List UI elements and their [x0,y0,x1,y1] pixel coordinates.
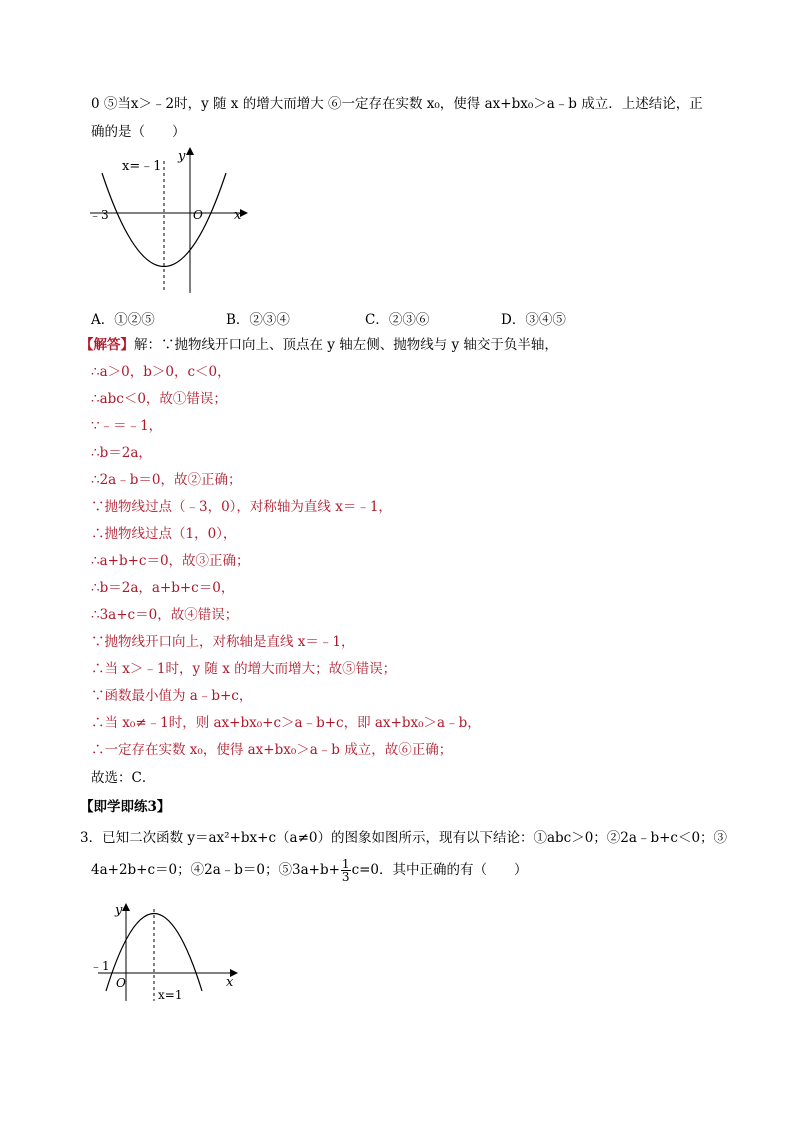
option-b: B．②③④ [226,312,290,328]
x-axis-label: x [226,975,234,990]
solution-line: ∴当 x＞﹣1时，y 随 x 的增大而增大；故⑤错误； [91,661,397,677]
option-a: A．①②⑤ [91,312,155,328]
x-axis-label: x [234,208,242,223]
x-intercept-label: ﹣3 [89,208,109,222]
solution-line: ∴3a+c＝0，故④错误； [91,607,239,623]
y-intercept-label: ﹣1 [90,959,110,973]
solution-line: ∴抛物线过点（1，0）， [91,526,237,542]
solution-line: ∵﹣＝﹣1， [91,418,163,434]
solution-final: 故选：C． [91,770,156,786]
question-text-line: 0 ⑤当x＞﹣2时，y 随 x 的增大而增大 ⑥一定存在实数 x₀，使得 ax+bx₀＞a﹣b 成立．上述结论，正 [91,96,703,112]
section-title: 【即学即练3】 [80,799,171,815]
question-3-line-1: 3．已知二次函数 y＝ax²+bx+c（a≠0）的图象如图所示，现有以下结论：①abc＞0；②2a﹣b+c＜0；③ [80,830,728,846]
solution-line: ∵抛物线过点（﹣3，0），对称轴为直线 x＝﹣1， [91,499,392,515]
solution-line: ∴b＝2a，a+b+c＝0， [91,580,235,596]
symmetry-axis-label: x=﹣1 [122,159,162,174]
solution-line: ∵抛物线开口向上，对称轴是直线 x＝﹣1， [91,634,355,650]
option-c: C．②③⑥ [365,312,430,328]
solution-line: ∴2a﹣b＝0，故②正确； [91,472,242,488]
solution-line: ∴a＞0，b＞0，c＜0， [91,364,231,380]
symmetry-axis-label: x=1 [158,988,183,1002]
y-axis-label: y [178,149,186,164]
fraction: $\frac{1}{3}$ [341,857,350,884]
solution-line-0: 【解答】解：∵抛物线开口向上、顶点在 y 轴左侧、抛物线与 y 轴交于负半轴， [80,337,558,353]
solution-line: ∴b＝2a， [91,445,152,461]
y-axis-label: y [115,903,123,918]
question-3-line-2: 4a+2b+c＝0；④2a﹣b＝0；⑤3a+b+ $\frac{1}{3}$ c=0．其中正确的有（ ） [91,857,528,884]
option-d: D．③④⑤ [501,312,566,328]
solution-line: ∴一定存在实数 x₀，使得 ax+bx₀＞a﹣b 成立，故⑥正确； [91,742,453,758]
solution-line: ∴abc＜0，故①错误； [91,391,227,407]
solution-tag: 【解答】 [80,337,134,353]
origin-label: O [193,208,203,222]
solution-line: ∴a+b+c＝0，故③正确； [91,553,250,569]
solution-line: ∵函数最小值为 a﹣b+c， [91,688,253,704]
question-text-line: 确的是（ ） [91,124,186,140]
parabola-graph-2 [88,893,248,1008]
solution-line: ∴当 x₀≠﹣1时，则 ax+bx₀+c＞a﹣b+c，即 ax+bx₀＞a﹣b， [91,715,481,731]
parabola-graph-1 [88,143,258,300]
origin-label: O [116,976,126,990]
